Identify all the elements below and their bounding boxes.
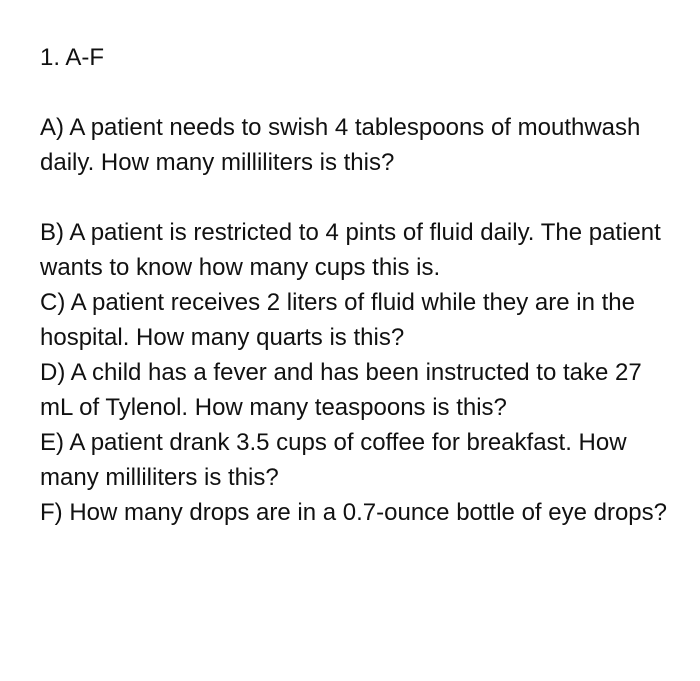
question-c: C) A patient receives 2 liters of fluid while they are in the hospital. How many quarts is this?: [40, 289, 635, 351]
document-page: [40, 40, 680, 530]
question-f: F) How many drops are in a 0.7-ounce bottle of eye drops?: [40, 499, 667, 526]
question-a: A) A patient needs to swish 4 tablespoons of mouthwash daily. How many milliliters is this?: [40, 114, 641, 176]
question-d: D) A child has a fever and has been instructed to take 27 mL of Tylenol. How many teaspoons is this?: [40, 359, 642, 421]
question-spacer: [40, 180, 680, 215]
problem-heading: 1. A-F: [40, 44, 105, 71]
question-e: E) A patient drank 3.5 cups of coffee for breakfast. How many milliliters is this?: [40, 429, 627, 491]
question-b: B) A patient is restricted to 4 pints of fluid daily. The patient wants to know how many cups this is.: [40, 219, 661, 281]
